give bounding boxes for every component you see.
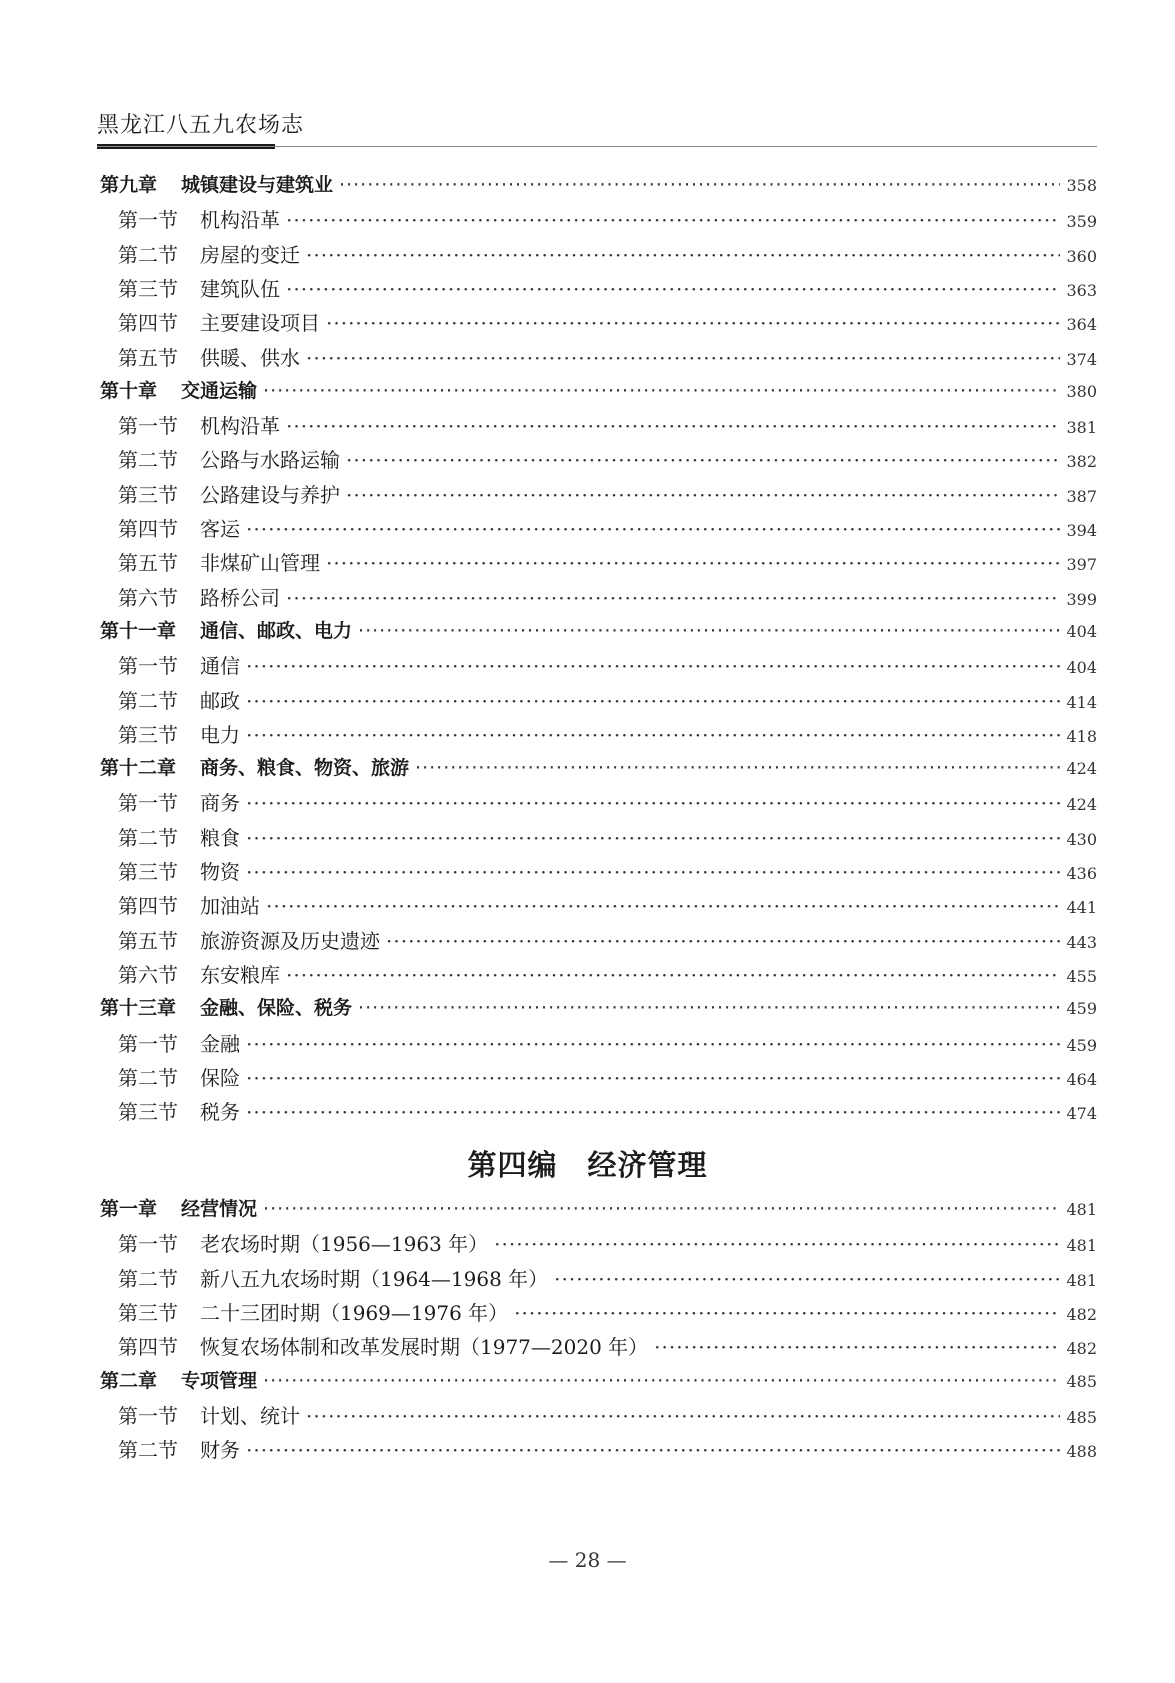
toc-entry-title: 东安粮库: [200, 962, 280, 987]
toc-entry-number: 第十二章: [100, 757, 177, 780]
toc-entry-page: 404: [1066, 621, 1097, 641]
toc-entry-page: 387: [1066, 486, 1097, 506]
toc-entry-number: 第三节: [118, 1300, 178, 1325]
toc-section-entry: [0, 307, 1175, 341]
toc-entry-number: 第一节: [118, 208, 178, 233]
toc-entry-title: 交通运输: [181, 379, 258, 402]
toc-entry-number: 第三节: [118, 482, 178, 507]
toc-section-entry: [0, 204, 1175, 238]
toc-entry-page: 464: [1066, 1069, 1097, 1089]
toc-dot-leader: [339, 174, 1060, 196]
toc-entry-title: 金融、保险、税务: [200, 997, 353, 1020]
toc-entry-number: 第一节: [118, 1031, 178, 1056]
toc-entry-page: 481: [1066, 1200, 1097, 1219]
toc-entry-title: 保险: [200, 1065, 240, 1090]
toc-dot-leader: [514, 1301, 1060, 1325]
toc-section-entry: [0, 342, 1175, 376]
toc-chapter-entry: [0, 993, 1175, 1027]
toc-dot-leader: [654, 1335, 1060, 1359]
toc-section-entry: [0, 650, 1175, 684]
toc-chapter-entry: [0, 1366, 1175, 1400]
toc-entry-page: 414: [1066, 692, 1097, 712]
toc-entry-page: 474: [1066, 1104, 1097, 1124]
toc-dot-leader: [266, 894, 1060, 918]
toc-entry-title: 二十三团时期（1969—1976 年）: [200, 1300, 509, 1325]
toc-entry-number: 第五节: [118, 928, 178, 953]
toc-dot-leader: [306, 346, 1060, 370]
toc-entry-page: 430: [1066, 829, 1097, 849]
toc-dot-leader: [415, 757, 1060, 779]
toc-section-entry: [0, 925, 1175, 959]
toc-entry-number: 第四节: [118, 311, 178, 336]
toc-entry-title: 电力: [200, 722, 240, 747]
toc-dot-leader: [246, 826, 1060, 850]
toc-dot-leader: [246, 1100, 1060, 1124]
toc-entry-title: 通信: [200, 654, 240, 679]
toc-entry-number: 第一节: [118, 1232, 178, 1257]
toc-section-entry: [0, 959, 1175, 993]
toc-entry-title: 房屋的变迁: [200, 242, 300, 267]
toc-entry-title: 商务: [200, 791, 240, 816]
toc-entry-number: 第三节: [118, 860, 178, 884]
toc-entry-number: 第一节: [118, 654, 178, 679]
toc-dot-leader: [246, 723, 1060, 747]
toc-entry-page: 482: [1066, 1339, 1097, 1359]
toc-entry-title: 邮政: [200, 688, 240, 713]
toc-entry-title: 恢复农场体制和改革发展时期（1977—2020 年）: [200, 1335, 649, 1360]
toc-entry-number: 第四节: [118, 517, 178, 541]
toc-entry-number: 第二节: [118, 1438, 178, 1463]
toc-entry-number: 第四节: [118, 1335, 178, 1360]
toc-entry-number: 第五节: [118, 345, 178, 370]
toc-entry-number: 第三节: [118, 276, 178, 301]
toc-entry-page: 485: [1066, 1407, 1097, 1427]
toc-entry-title: 计划、统计: [200, 1403, 300, 1428]
toc-dot-leader: [263, 1370, 1060, 1392]
toc-dot-leader: [358, 997, 1060, 1019]
toc-entry-title: 物资: [200, 860, 240, 884]
toc-dot-leader: [246, 860, 1060, 884]
toc-dot-leader: [326, 551, 1060, 575]
toc-section-entry: [0, 890, 1175, 924]
toc-entry-title: 非煤矿山管理: [200, 551, 320, 576]
toc-dot-leader: [246, 791, 1060, 815]
toc-section-entry: [0, 1028, 1175, 1062]
toc-entry-number: 第五节: [118, 551, 178, 576]
toc-entry-title: 通信、邮政、电力: [200, 619, 353, 642]
toc-entry-page: 459: [1066, 1035, 1097, 1055]
toc-dot-leader: [346, 448, 1060, 472]
toc-dot-leader: [286, 414, 1060, 438]
toc-entry-title: 税务: [200, 1100, 240, 1125]
toc-entry-title: 商务、粮食、物资、旅游: [200, 757, 410, 780]
header-rule: [97, 146, 1097, 147]
toc-entry-title: 机构沿革: [200, 414, 280, 439]
toc-section-entry: [0, 273, 1175, 307]
toc-entry-number: 第四节: [118, 894, 178, 919]
toc-entry-number: 第二节: [118, 688, 178, 713]
toc-entry-page: 418: [1066, 726, 1097, 746]
toc-chapter-entry: [0, 1194, 1175, 1228]
toc-entry-number: 第十章: [100, 379, 158, 402]
toc-section-entry: [0, 1062, 1175, 1096]
toc-entry-page: 359: [1066, 212, 1097, 232]
toc-entry-title: 财务: [200, 1438, 240, 1463]
toc-entry-number: 第三节: [118, 1100, 178, 1125]
toc-section-entry: [0, 1228, 1175, 1262]
toc-entry-title: 路桥公司: [200, 585, 280, 610]
toc-entry-title: 老农场时期（1956—1963 年）: [200, 1232, 489, 1257]
toc-entry-page: 424: [1066, 759, 1097, 779]
toc-section-entry: [0, 479, 1175, 513]
toc-entry-page: 380: [1066, 381, 1097, 401]
toc-entry-number: 第一章: [100, 1198, 158, 1220]
toc-section-entry: [0, 1400, 1175, 1434]
toc-dot-leader: [494, 1232, 1060, 1256]
toc-entry-number: 第十三章: [100, 997, 177, 1020]
toc-entry-title: 粮食: [200, 825, 240, 850]
toc-entry-page: 441: [1066, 898, 1097, 918]
toc-section-entry: [0, 444, 1175, 478]
toc-entry-title: 经营情况: [181, 1198, 258, 1220]
toc-section-entry: [0, 856, 1175, 890]
toc-entry-number: 第二节: [118, 242, 178, 267]
toc-dot-leader: [246, 1438, 1060, 1462]
toc-dot-leader: [306, 243, 1060, 267]
toc-dot-leader: [246, 654, 1060, 678]
toc-section-entry: [0, 1297, 1175, 1331]
toc-entry-number: 第二章: [100, 1369, 158, 1392]
part-title: 第四编 经济管理: [467, 1148, 708, 1182]
toc-chapter-entry: [0, 616, 1175, 650]
toc-dot-leader: [263, 1198, 1060, 1220]
toc-dot-leader: [554, 1267, 1060, 1291]
toc-entry-page: 436: [1066, 864, 1097, 883]
toc-entry-page: 443: [1066, 932, 1097, 952]
toc-entry-page: 374: [1066, 349, 1097, 369]
toc-entry-number: 第二节: [118, 825, 178, 850]
toc-entry-title: 城镇建设与建筑业: [181, 174, 334, 196]
running-header-title: 黑龙江八五九农场志: [97, 113, 305, 138]
toc-entry-number: 第六节: [118, 962, 178, 987]
toc-dot-leader: [286, 208, 1060, 232]
toc-section-entry: [0, 1096, 1175, 1130]
toc-entry-page: 459: [1066, 999, 1097, 1019]
toc-entry-page: 404: [1066, 658, 1097, 678]
toc-dot-leader: [246, 689, 1060, 713]
toc-entry-number: 第三节: [118, 722, 178, 747]
toc-section-entry: [0, 822, 1175, 856]
toc-section-entry: [0, 1331, 1175, 1365]
toc-dot-leader: [346, 483, 1060, 507]
toc-entry-number: 第二节: [118, 1266, 178, 1291]
toc-entry-page: 363: [1066, 280, 1097, 300]
toc-dot-leader: [246, 1032, 1060, 1056]
toc-entry-page: 455: [1066, 966, 1097, 986]
toc-entry-number: 第二节: [118, 1065, 178, 1090]
toc-entry-title: 公路建设与养护: [200, 482, 340, 507]
toc-section-entry: [0, 719, 1175, 753]
toc-entry-page: 358: [1066, 176, 1097, 195]
toc-section-entry: [0, 1263, 1175, 1297]
toc-dot-leader: [286, 586, 1060, 610]
toc-dot-leader: [358, 620, 1060, 642]
toc-entry-title: 旅游资源及历史遗迹: [200, 928, 380, 953]
toc-entry-page: 381: [1066, 418, 1097, 438]
toc-entry-page: 360: [1066, 246, 1097, 266]
toc-section-entry: [0, 410, 1175, 444]
toc-entry-page: 364: [1066, 315, 1097, 335]
toc-entry-title: 加油站: [200, 894, 260, 919]
toc-dot-leader: [306, 1404, 1060, 1428]
toc-dot-leader: [246, 517, 1060, 541]
toc-entry-number: 第一节: [118, 414, 178, 439]
toc-entry-page: 481: [1066, 1270, 1097, 1290]
toc-entry-page: 424: [1066, 795, 1097, 815]
toc-section-entry: [0, 685, 1175, 719]
toc-entry-title: 公路与水路运输: [200, 448, 340, 473]
toc-entry-number: 第一节: [118, 1403, 178, 1428]
toc-section-entry: [0, 582, 1175, 616]
toc-entry-page: 399: [1066, 589, 1097, 609]
toc-dot-leader: [263, 380, 1060, 402]
toc-entry-page: 397: [1066, 555, 1097, 575]
toc-entry-number: 第二节: [118, 448, 178, 473]
toc-entry-number: 第十一章: [100, 619, 177, 642]
toc-entry-number: 第一节: [118, 791, 178, 816]
toc-entry-page: 481: [1066, 1236, 1097, 1256]
toc-section-entry: [0, 1434, 1175, 1468]
toc-entry-page: 394: [1066, 521, 1097, 540]
toc-entry-number: 第九章: [100, 174, 158, 196]
toc-entry-page: 382: [1066, 452, 1097, 472]
toc-entry-title: 专项管理: [181, 1369, 258, 1392]
toc-dot-leader: [326, 311, 1060, 335]
page-number: — 28 —: [548, 1548, 627, 1572]
toc-section-entry: [0, 239, 1175, 273]
toc-chapter-entry: [0, 376, 1175, 410]
toc-entry-title: 新八五九农场时期（1964—1968 年）: [200, 1266, 549, 1291]
toc-entry-title: 供暖、供水: [200, 345, 300, 370]
toc-chapter-entry: [0, 170, 1175, 204]
toc-section-entry: [0, 547, 1175, 581]
toc-entry-title: 客运: [200, 517, 240, 541]
toc-dot-leader: [286, 277, 1060, 301]
toc-section-entry: [0, 787, 1175, 821]
toc-entry-title: 金融: [200, 1031, 240, 1056]
toc-section-entry: [0, 513, 1175, 547]
toc-entry-title: 主要建设项目: [200, 311, 320, 336]
toc-entry-page: 482: [1066, 1304, 1097, 1324]
toc-entry-page: 488: [1066, 1442, 1097, 1462]
toc-dot-leader: [246, 1066, 1060, 1090]
toc-chapter-entry: [0, 753, 1175, 787]
toc-entry-page: 485: [1066, 1371, 1097, 1391]
toc-dot-leader: [286, 963, 1060, 987]
toc-entry-number: 第六节: [118, 585, 178, 610]
toc-dot-leader: [386, 929, 1060, 953]
toc-entry-title: 机构沿革: [200, 208, 280, 233]
toc-entry-title: 建筑队伍: [200, 276, 280, 301]
